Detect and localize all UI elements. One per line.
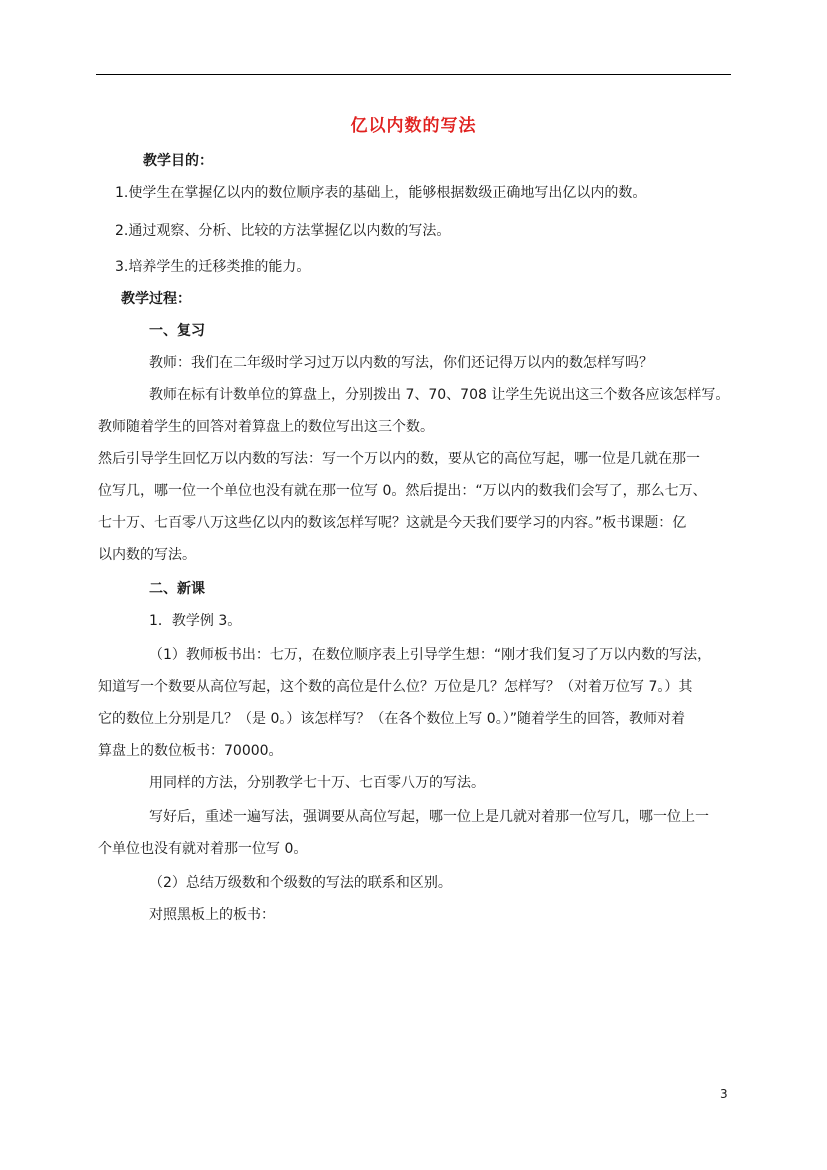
paragraph-line: 教师：我们在二年级时学习过万以内数的写法，你们还记得万以内的数怎样写吗？ bbox=[149, 355, 653, 371]
paragraph-line: 教师随着学生的回答对着算盘上的数位写出这三个数。 bbox=[98, 419, 434, 435]
paragraph-line: 对照黑板上的板书： bbox=[149, 907, 275, 923]
paragraph-line: 个单位也没有就对着那一位写 0。 bbox=[98, 841, 308, 857]
page-number: 3 bbox=[720, 1087, 728, 1101]
paragraph-line: 算盘上的数位板书：70000。 bbox=[98, 743, 283, 759]
section-heading-process: 教学过程： bbox=[121, 291, 191, 307]
paragraph-line: （1）教师板书出：七万，在数位顺序表上引导学生想：“刚才我们复习了万以内数的写法， bbox=[149, 647, 712, 663]
paragraph-line: 位写几，哪一位一个单位也没有就在那一位写 0。然后提出：“万以内的数我们会写了，那么七万、 bbox=[98, 483, 707, 499]
paragraph-line: （2）总结万级数和个级数的写法的联系和区别。 bbox=[149, 875, 452, 891]
paragraph-line: 七十万、七百零八万这些亿以内的数该怎样写呢？这就是今天我们要学习的内容。”板书课题：亿 bbox=[98, 515, 687, 531]
paragraph-line: 然后引导学生回忆万以内数的写法：写一个万以内的数，要从它的高位写起，哪一位是几就在那一 bbox=[98, 451, 700, 467]
paragraph-line: 写好后，重述一遍写法，强调要从高位写起，哪一位上是几就对着那一位写几，哪一位上一 bbox=[149, 809, 709, 825]
objective-1: 1.使学生在掌握亿以内的数位顺序表的基础上，能够根据数级正确地写出亿以内的数。 bbox=[115, 185, 647, 201]
section-heading-objectives: 教学目的： bbox=[143, 153, 213, 169]
subheading-new-lesson: 二、新课 bbox=[149, 581, 205, 597]
objective-3: 3.培养学生的迁移类推的能力。 bbox=[115, 259, 311, 275]
header-rule bbox=[96, 74, 731, 75]
objective-2: 2.通过观察、分析、比较的方法掌握亿以内数的写法。 bbox=[115, 223, 451, 239]
paragraph-line: 它的数位上分别是几？（是 0。）该怎样写？（在各个数位上写 0。）”随着学生的回答，教师对着 bbox=[98, 711, 685, 727]
paragraph-line: 以内数的写法。 bbox=[98, 547, 196, 563]
paragraph-line: 教师在标有计数单位的算盘上，分别拨出 7、70、708 让学生先说出这三个数各应该怎样写。 bbox=[149, 387, 730, 403]
subheading-review: 一、复习 bbox=[149, 323, 205, 339]
paragraph-line: 知道写一个数要从高位写起，这个数的高位是什么位？万位是几？怎样写？（对着万位写 7。）其 bbox=[98, 679, 693, 695]
paragraph-line: 用同样的方法，分别教学七十万、七百零八万的写法。 bbox=[149, 775, 485, 791]
document-title: 亿以内数的写法 bbox=[350, 116, 477, 136]
paragraph-line: 1．教学例 3。 bbox=[149, 613, 242, 629]
